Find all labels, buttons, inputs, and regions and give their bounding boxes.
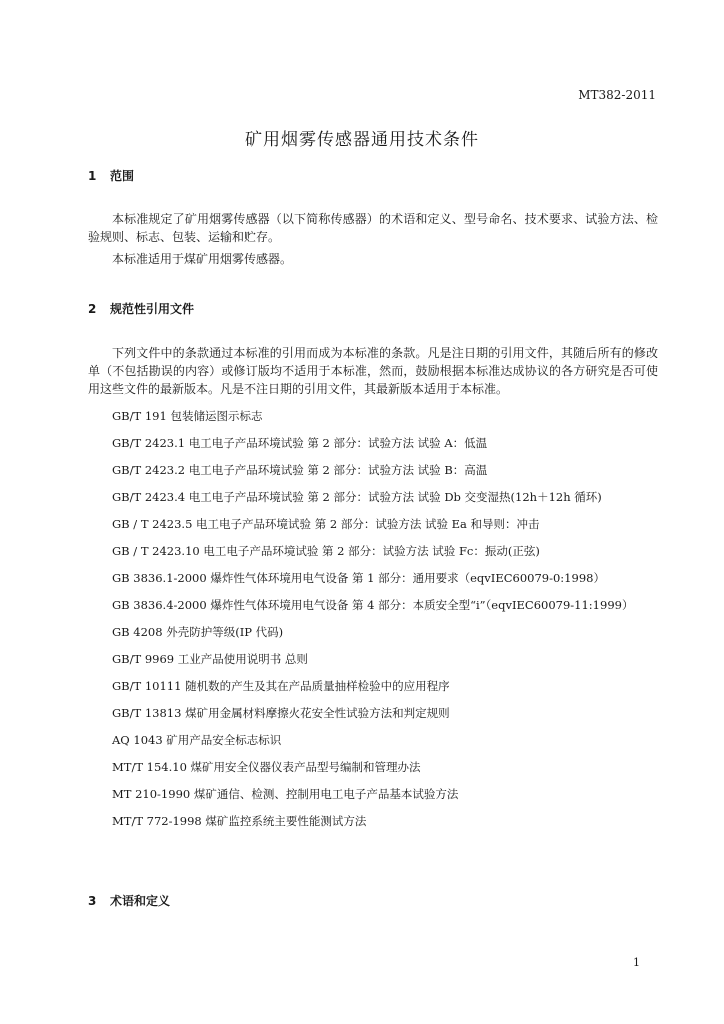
section-number: 3 [88,894,97,908]
reference-item: GB/T 9969 工业产品使用说明书 总则 [112,652,308,666]
reference-list [112,406,633,838]
reference-item: GB/T 13813 煤矿用金属材料摩擦火花安全性试验方法和判定规则 [112,706,450,720]
reference-item: GB/T 10111 随机数的产生及其在产品质量抽样检验中的应用程序 [112,679,450,693]
reference-item: GB 4208 外壳防护等级(IP 代码) [112,625,284,639]
section-heading-1 [88,167,134,184]
reference-item: GB / T 2423.5 电工电子产品环境试验 第 2 部分：试验方法 试验 Ea 和导则：冲击 [112,517,540,531]
reference-item: GB/T 2423.4 电工电子产品环境试验 第 2 部分：试验方法 试验 Db 交变湿热(12h＋12h 循环) [112,490,602,504]
section-title: 范围 [110,169,135,183]
reference-item: GB / T 2423.10 电工电子产品环境试验 第 2 部分：试验方法 试验 Fc：振动(正弦) [112,544,540,558]
reference-item: AQ 1043 矿用产品安全标志标识 [112,733,282,747]
doc-code: MT382-2011 [578,88,656,102]
section-number: 1 [88,169,97,183]
section-1-paragraph-1: 本标准规定了矿用烟雾传感器（以下简称传感器）的术语和定义、型号命名、技术要求、试验方法、检验规则、标志、包装、运输和贮存。 [88,212,658,244]
reference-item: GB/T 191 包装储运图示标志 [112,409,263,423]
reference-item: GB/T 2423.2 电工电子产品环境试验 第 2 部分：试验方法 试验 B：高温 [112,463,488,477]
reference-item: GB 3836.4-2000 爆炸性气体环境用电气设备 第 4 部分：本质安全型“i”（eqvIEC60079-11:1999） [112,598,634,612]
reference-item: GB 3836.1-2000 爆炸性气体环境用电气设备 第 1 部分：通用要求（eqvIEC60079-0:1998） [112,571,605,585]
page-number: 1 [633,956,640,969]
section-heading-3 [88,892,170,909]
section-title: 规范性引用文件 [110,302,195,316]
section-title: 术语和定义 [110,894,171,908]
page-title: 矿用烟雾传感器通用技术条件 [245,130,479,150]
section-2-paragraph-1: 下列文件中的条款通过本标准的引用而成为本标准的条款。凡是注日期的引用文件，其随后所有的修改单（不包括勘误的内容）或修订版均不适用于本标准，然而，鼓励根据本标准达成协议的各方研究是否可使用这些文件的最新版本。凡是不注日期的引用文件，其最新版本适用于本标准。 [88,346,658,396]
section-number: 2 [88,302,97,316]
reference-item: MT 210-1990 煤矿通信、检测、控制用电工电子产品基本试验方法 [112,787,459,801]
reference-item: GB/T 2423.1 电工电子产品环境试验 第 2 部分：试验方法 试验 A：低温 [112,436,488,450]
section-1-paragraph-2: 本标准适用于煤矿用烟雾传感器。 [112,252,293,266]
reference-item: MT/T 772-1998 煤矿监控系统主要性能测试方法 [112,814,367,828]
section-heading-2 [88,300,194,317]
reference-item: MT/T 154.10 煤矿用安全仪器仪表产品型号编制和管理办法 [112,760,421,774]
